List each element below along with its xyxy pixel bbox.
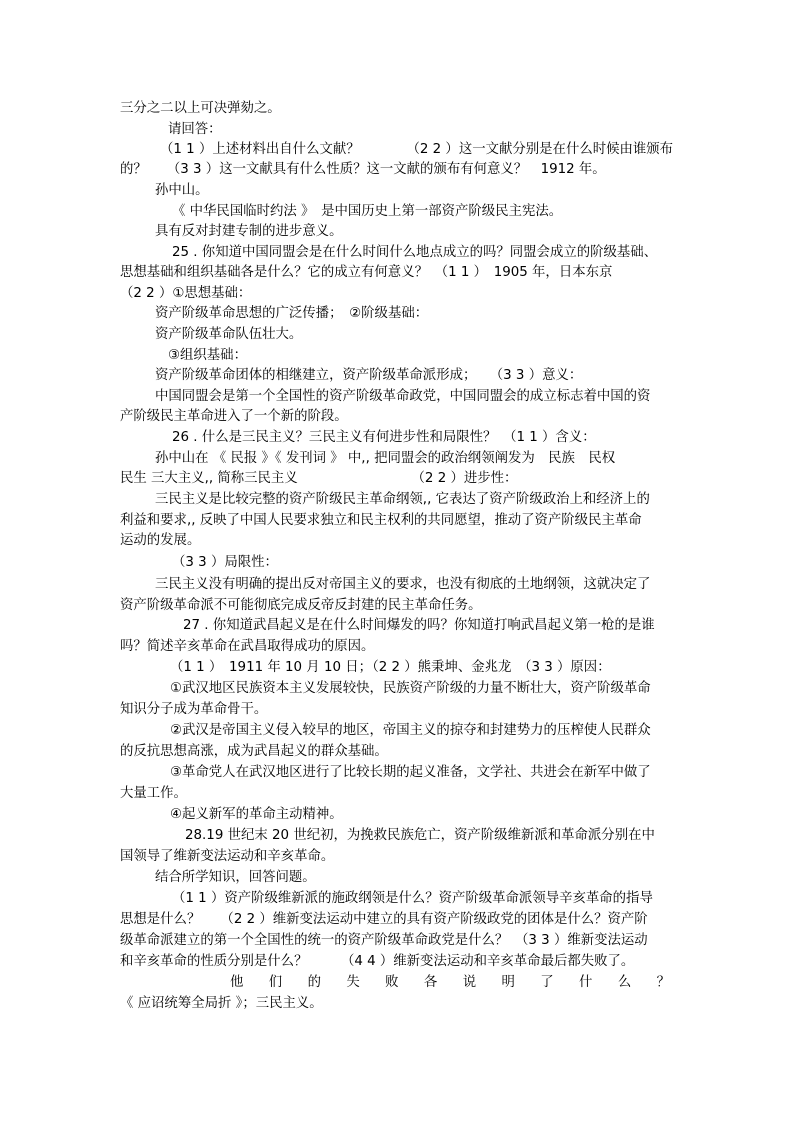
text-line: 资产阶级革命队伍壮大。 [155, 327, 303, 342]
spread-char: 败 [385, 975, 399, 990]
text-line: 28.19 世纪末 20 世纪初，为挽救民族危亡，资产阶级维新派和革命派分别在中 [185, 828, 655, 843]
text-line: 三分之二以上可决弹劾之。 [120, 101, 281, 116]
text-line: 产阶级民主革命进入了一个新的阶段。 [120, 409, 348, 424]
text-line: 资产阶级革命派不可能彻底完成反帝反封建的民主革命任务。 [120, 598, 482, 613]
text-line: 资产阶级革命团体的相继建立，资产阶级革命派形成； （3 3 ）意义： [155, 368, 583, 383]
text-line: 思想是什么？ （2 2 ）维新变法运动中建立的具有资产阶级政党的团体是什么？资产阶 [120, 912, 648, 927]
text-line: ④起义新军的革命主动精神。 [170, 807, 343, 822]
spread-char: 他 [230, 975, 244, 990]
text-line: 吗？简述辛亥革命在武昌取得成功的原因。 [120, 639, 375, 654]
text-line: ③革命党人在武汉地区进行了比较长期的起义准备，文学社、共进会在新军中做了 [170, 765, 651, 780]
spread-char: 说 [462, 975, 477, 990]
text-line: 国领导了维新变法运动和辛亥革命。 [120, 849, 335, 864]
text-line: 大量工作。 [120, 786, 187, 801]
spread-char: 了 [540, 975, 554, 990]
text-line: （3 3 ）局限性： [172, 555, 278, 570]
spread-text-line [230, 975, 670, 991]
spread-char: 么 [617, 975, 632, 990]
spread-char: 们 [268, 975, 283, 990]
text-line: 知识分子成为革命骨干。 [120, 702, 268, 717]
text-line: 资产阶级革命思想的广泛传播； ②阶级基础： [155, 306, 429, 321]
spread-char: 什 [579, 975, 593, 990]
text-line: 三民主义是比较完整的资产阶级民主革命纲领,, 它表达了资产阶级政治上和经济上的 [155, 492, 650, 507]
text-line: 三民主义没有明确的提出反对帝国主义的要求，也没有彻底的土地纲领，这就决定了 [155, 577, 651, 592]
text-line: 结合所学知识，回答问题。 [155, 870, 316, 885]
text-line: （1 1 ）资产阶级维新派的施政纲领是什么？资产阶级革命派领导辛亥革命的指导 [172, 891, 653, 906]
text-line: 级革命派建立的第一个全国性的统一的资产阶级革命政党是什么？ （3 3 ）维新变法运动 [120, 933, 648, 948]
text-line: 《 应诏统筹全局折 》；三民主义。 [120, 996, 323, 1011]
text-line: 25 . 你知道中国同盟会是在什么时间什么地点成立的吗？同盟会成立的阶级基础、 [172, 245, 658, 260]
text-line: 运动的发展。 [120, 533, 201, 548]
text-line: 26 . 什么是三民主义？三民主义有何进步性和局限性？ （1 1 ）含义： [172, 430, 596, 445]
text-line: （1 1 ）上述材料出自什么文献？ （2 2 ）这一文献分别是在什么时候由谁颁布 [160, 142, 674, 157]
text-line: ②武汉是帝国主义侵入较早的地区，帝国主义的掠夺和封建势力的压榨使人民群众 [170, 723, 651, 738]
text-line: 和辛亥革命的性质分别是什么？ （4 4 ）维新变法运动和辛亥革命最后都失败了。 [120, 954, 635, 969]
text-line: 孙中山。 [155, 183, 209, 198]
text-line: 27 . 你知道武昌起义是在什么时间爆发的吗？你知道打响武昌起义第一枪的是谁 [183, 618, 655, 633]
text-line: 民生 三大主义,, 简称三民主义 （2 2 ）进步性： [120, 471, 518, 486]
spread-char: 失 [346, 975, 360, 990]
text-line: ①武汉地区民族资本主义发展较快，民族资产阶级的力量不断壮大，资产阶级革命 [170, 681, 651, 696]
text-line: 利益和要求,, 反映了中国人民要求独立和民主权利的共同愿望，推动了资产阶级民主革命 [120, 513, 642, 528]
text-line: ③组织基础： [168, 348, 247, 363]
text-line: 具有反对封建专制的进步意义。 [155, 224, 343, 239]
text-line: 中国同盟会是第一个全国性的资产阶级革命政党，中国同盟会的成立标志着中国的资 [155, 389, 651, 404]
text-line: 的反抗思想高涨，成为武昌起义的群众基础。 [120, 744, 388, 759]
text-line: 请回答： [168, 122, 222, 137]
text-line: （1 1 ） 1911 年 10 月 10 日；（2 2 ）熊秉坤、金兆龙 （3 3 ）原因： [170, 660, 611, 675]
text-line: 《 中华民国临时约法 》 是中国历史上第一部资产阶级民主宪法。 [172, 204, 563, 219]
spread-char: 各 [423, 975, 438, 990]
text-line: （2 2 ）①思想基础： [120, 286, 252, 301]
text-line: 孙中山在 《 民报 》《 发刊词 》 中,, 把同盟会的政治纲领阐发为 民族 民权 [155, 451, 616, 466]
text-line: 的？ （3 3 ）这一文献具有什么性质？这一文献的颁布有何意义？ 1912 年。 [120, 162, 606, 177]
spread-char: ？ [656, 975, 670, 990]
spread-char: 明 [501, 975, 515, 990]
spread-char: 的 [307, 975, 321, 990]
text-line: 思想基础和组织基础各是什么？它的成立有何意义？ （1 1 ） 1905 年，日本东京 [120, 265, 613, 280]
